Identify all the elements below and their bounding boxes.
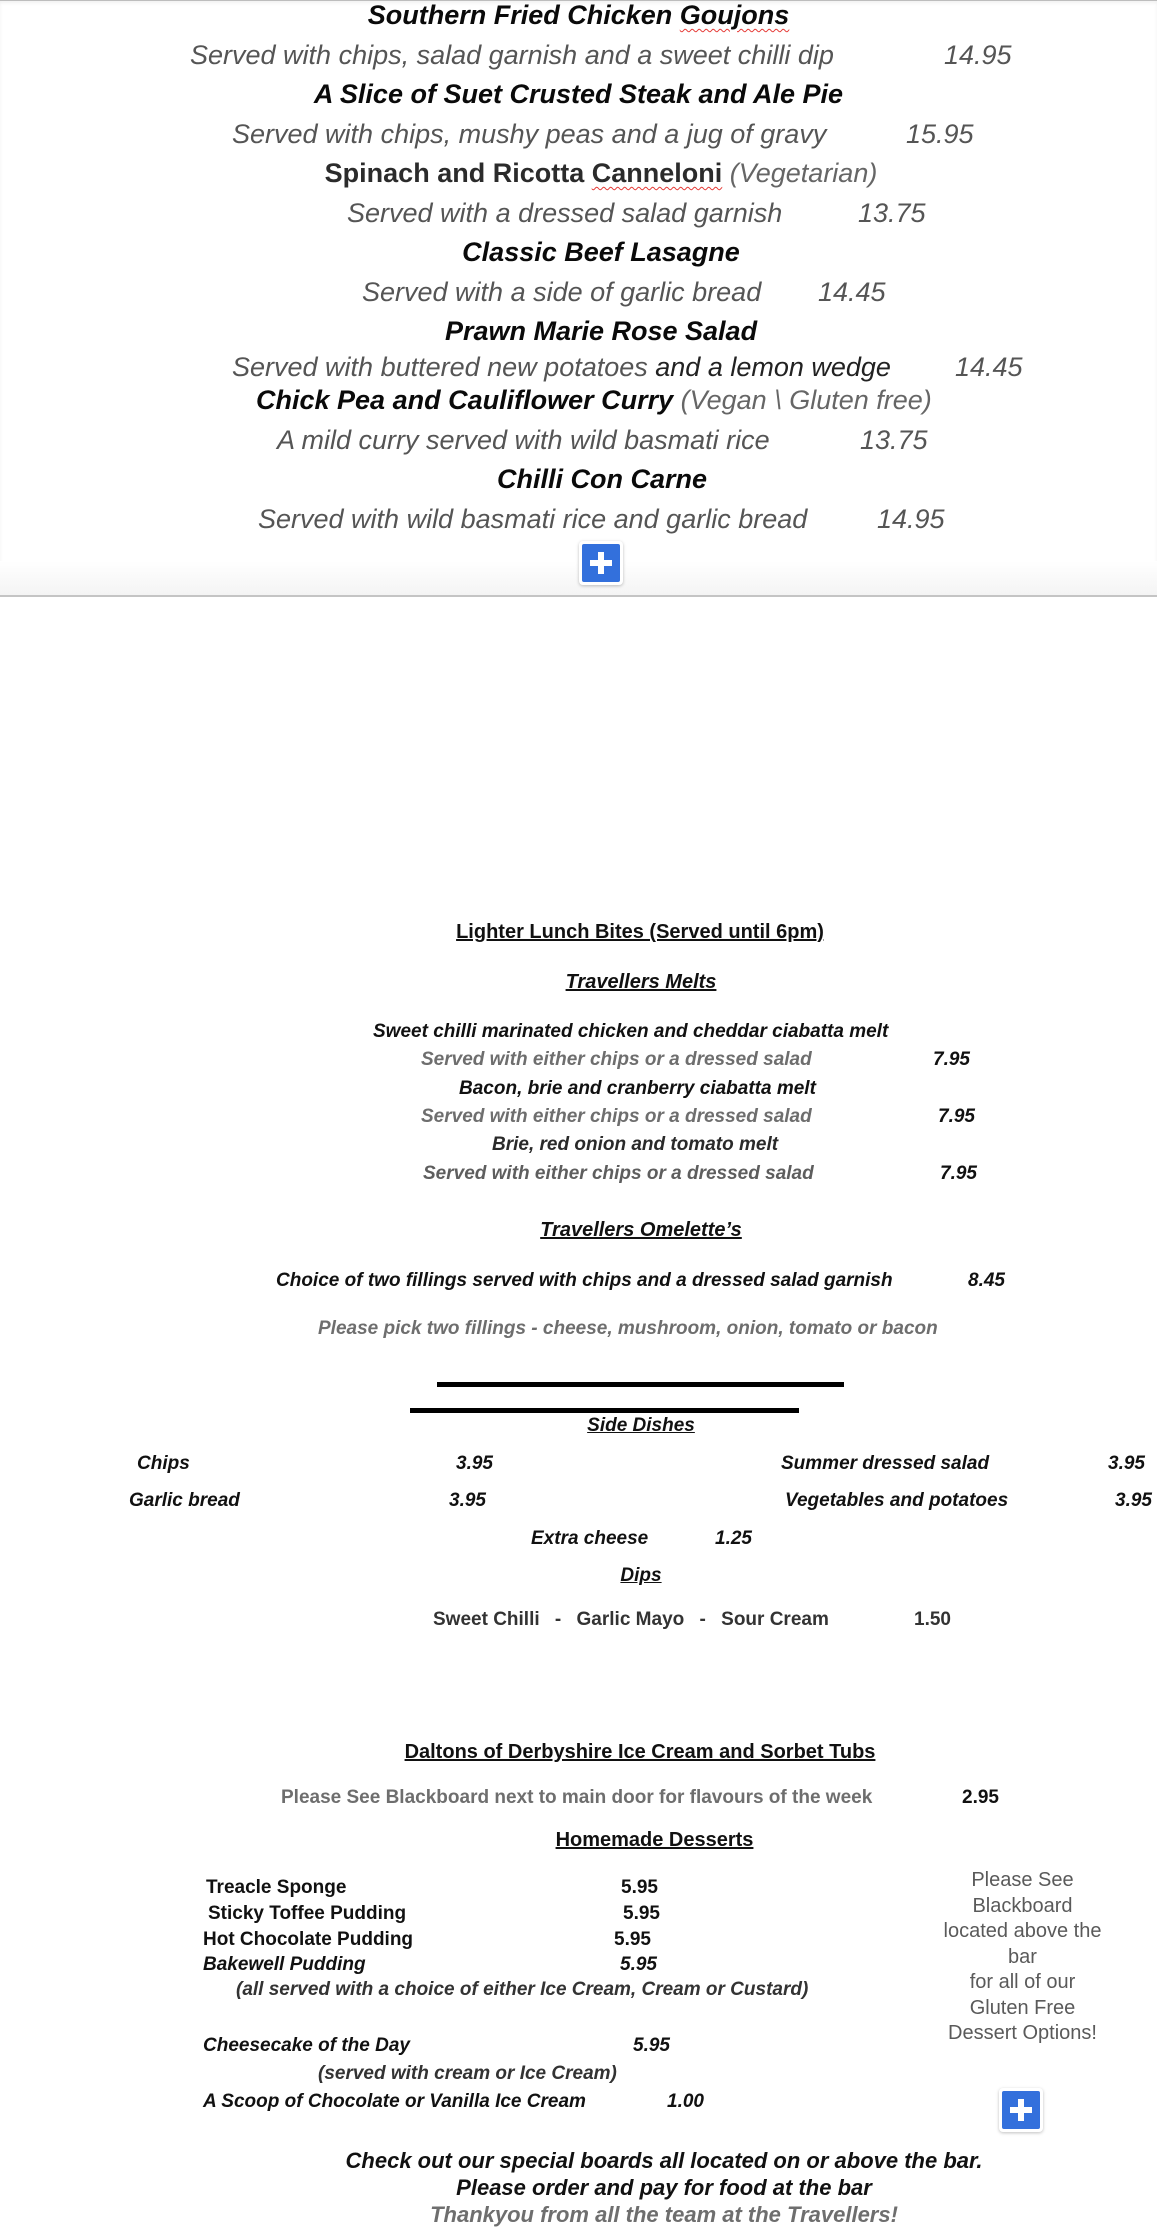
- section-title-desserts: Homemade Desserts: [555, 1829, 754, 1851]
- side-dish-price: 3.95: [456, 1453, 493, 1474]
- gluten-free-dessert-note: [920, 1868, 1125, 2047]
- dish-name: Classic Beef Lasagne: [462, 237, 740, 267]
- dish-price: 14.95: [877, 504, 945, 534]
- dips-options: [433, 1609, 829, 1631]
- side-dish-name: Extra cheese: [531, 1528, 649, 1549]
- main-menu-page: [0, 0, 1157, 597]
- note-line: for all of our: [969, 1971, 1076, 1993]
- dish-name-text: Chick Pea and Cauliflower Curry: [256, 385, 674, 415]
- dish-description: Served with a side of garlic bread: [362, 277, 762, 307]
- dip-option: Sweet Chilli: [433, 1609, 540, 1630]
- dessert-price: 1.00: [667, 2091, 704, 2112]
- note-line: located above the: [943, 1920, 1102, 1942]
- omelette-fillings-note: Please pick two fillings - cheese, mushroom, onion, tomato or bacon: [318, 1318, 938, 1339]
- dessert-name: Bakewell Pudding: [203, 1954, 366, 1975]
- dish-price: 13.75: [858, 198, 926, 228]
- spellcheck-flagged-word: Canneloni: [591, 158, 723, 188]
- dish-price: 14.95: [944, 40, 1012, 70]
- side-dish-name: Summer dressed salad: [781, 1453, 990, 1474]
- footer-order-note: Please order and pay for food at the bar: [456, 2175, 872, 2200]
- add-content-button[interactable]: [579, 541, 623, 585]
- dish-description: [232, 352, 891, 383]
- dish-description: Served with a dressed salad garnish: [347, 198, 783, 228]
- ice-cream-price: 2.95: [962, 1787, 999, 1808]
- dip-option: Garlic Mayo: [576, 1609, 685, 1630]
- note-line: Blackboard: [972, 1894, 1073, 1917]
- melt-name: Bacon, brie and cranberry ciabatta melt: [459, 1078, 816, 1099]
- dish-description: A mild curry served with wild basmati rice: [277, 425, 770, 455]
- omelette-price: 8.45: [968, 1270, 1005, 1291]
- plus-icon: [582, 544, 620, 582]
- dish-price: 15.95: [906, 119, 974, 149]
- spellcheck-flagged-word: Goujons: [679, 0, 790, 30]
- dessert-price: 5.95: [614, 1929, 651, 1950]
- dish-name-text: Spinach and Ricotta: [324, 158, 592, 188]
- separator: -: [699, 1609, 706, 1630]
- dessert-name: Cheesecake of the Day: [203, 2035, 410, 2056]
- dish-description: Served with wild basmati rice and garlic bread: [258, 504, 808, 534]
- dessert-price: 5.95: [621, 1877, 658, 1898]
- dessert-name: Sticky Toffee Pudding: [208, 1903, 407, 1924]
- side-dish-price: 3.95: [1115, 1490, 1152, 1511]
- dish-description: Served with chips, mushy peas and a jug of gravy: [232, 119, 827, 149]
- dessert-name: Treacle Sponge: [206, 1877, 347, 1898]
- note-line: Dessert Options!: [948, 2022, 1097, 2044]
- dish-name: Chilli Con Carne: [496, 464, 707, 494]
- dish-description: Served with chips, salad garnish and a sweet chilli dip: [190, 40, 834, 70]
- dish-name: [0, 0, 1157, 31]
- dessert-price: 5.95: [633, 2035, 670, 2056]
- side-dish-price: 3.95: [1108, 1453, 1145, 1474]
- add-content-button[interactable]: [999, 2088, 1043, 2132]
- melt-description: Served with either chips or a dressed salad: [421, 1049, 812, 1070]
- section-title-ice-cream: Daltons of Derbyshire Ice Cream and Sorbet Tubs: [404, 1741, 876, 1763]
- melt-price: 7.95: [940, 1163, 977, 1184]
- section-title-lighter-lunch: Lighter Lunch Bites (Served until 6pm): [456, 921, 824, 943]
- footer-thanks: Thankyou from all the team at the Travellers!: [430, 2202, 898, 2227]
- plus-icon: [1002, 2091, 1040, 2129]
- dietary-tag: (Vegan \ Gluten free): [680, 385, 932, 415]
- melt-name: Sweet chilli marinated chicken and cheddar ciabatta melt: [373, 1021, 889, 1042]
- side-dish-name: Vegetables and potatoes: [785, 1490, 1009, 1511]
- section-title-travellers-melts: Travellers Melts: [565, 971, 717, 993]
- side-dish-price: 3.95: [449, 1490, 486, 1511]
- dessert-name: A Scoop of Chocolate or Vanilla Ice Cream: [203, 2091, 586, 2112]
- dessert-served-note: (all served with a choice of either Ice Cream, Cream or Custard): [236, 1979, 809, 2000]
- description-part: Served with buttered new potatoes: [232, 352, 648, 382]
- note-line: bar: [1008, 1945, 1037, 1968]
- dips-price: 1.50: [914, 1609, 951, 1630]
- description-part: and a lemon wedge: [647, 352, 891, 382]
- dish-name: A Slice of Suet Crusted Steak and Ale Pie: [313, 79, 844, 109]
- footer-specials-note: Check out our special boards all located on or above the bar.: [345, 2148, 983, 2173]
- ice-cream-note: Please See Blackboard next to main door for flavours of the week: [281, 1787, 873, 1808]
- dessert-price: 5.95: [620, 1954, 657, 1975]
- note-line: Please See: [971, 1869, 1074, 1891]
- divider-line: [410, 1408, 799, 1413]
- dish-price: 14.45: [955, 352, 1023, 382]
- side-dish-name: Garlic bread: [129, 1490, 240, 1511]
- dish-price: 13.75: [860, 425, 928, 455]
- section-title-side-dishes: Side Dishes: [587, 1415, 695, 1436]
- side-dish-price: 1.25: [715, 1528, 752, 1549]
- separator: -: [554, 1609, 562, 1630]
- melt-description: Served with either chips or a dressed salad: [421, 1106, 812, 1127]
- dessert-name: Hot Chocolate Pudding: [203, 1929, 414, 1950]
- section-title-dips: Dips: [620, 1565, 662, 1586]
- melt-price: 7.95: [938, 1106, 975, 1127]
- melt-description: Served with either chips or a dressed salad: [423, 1163, 814, 1184]
- dish-price: 14.45: [818, 277, 886, 307]
- section-title-omelettes: Travellers Omelette’s: [540, 1219, 742, 1241]
- dish-name: [0, 158, 1157, 189]
- dish-name-text: Southern Fried Chicken: [367, 0, 680, 30]
- melt-name: Brie, red onion and tomato melt: [492, 1134, 779, 1155]
- melt-price: 7.95: [933, 1049, 970, 1070]
- note-line: Gluten Free: [969, 1996, 1076, 2019]
- omelette-item: Choice of two fillings served with chips and a dressed salad garnish: [276, 1270, 893, 1291]
- dish-name: [256, 385, 932, 416]
- side-dish-name: Chips: [137, 1453, 190, 1474]
- dietary-tag: (Vegetarian): [729, 158, 878, 188]
- dish-name: Prawn Marie Rose Salad: [444, 316, 758, 346]
- divider-line: [437, 1382, 844, 1387]
- dessert-price: 5.95: [623, 1903, 660, 1924]
- cheesecake-note: (served with cream or Ice Cream): [318, 2063, 617, 2084]
- dip-option: Sour Cream: [721, 1609, 829, 1630]
